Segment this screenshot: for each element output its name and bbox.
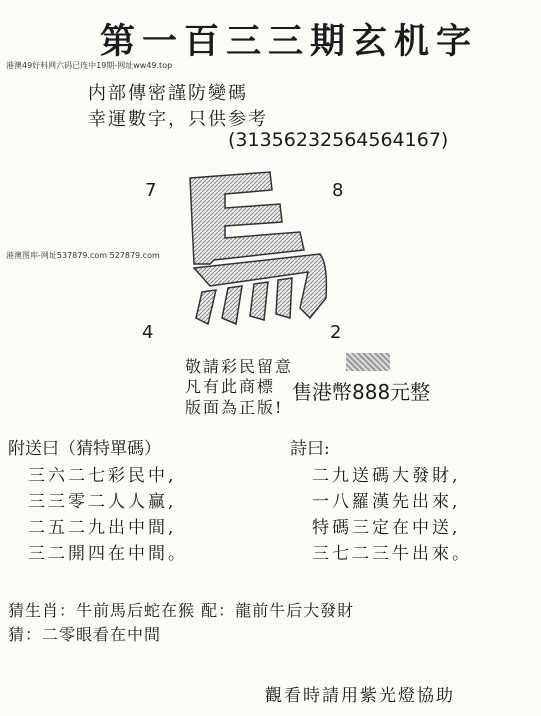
corner-number-top-right: 8 [332,180,344,201]
poem-line: 特碼三定在中送, [312,518,461,538]
notice-line-1: 敬請彩民留意 [185,357,294,376]
trademark-stamp [346,353,390,371]
footer-note: 觀看時請用紫光燈協助 [265,686,455,706]
gift-heading: 附送曰（猜特單碼） [8,439,161,459]
poem-line: 一八羅漢先出來, [312,492,461,512]
guess-number-line: 猜：二零眼看在中間 [8,625,162,644]
watermark-mid: 港澳图库-网址537879.com 527879.com [6,251,160,260]
corner-number-bottom-left: 4 [142,322,154,343]
lucky-numbers: (3135623256456416​7) [228,129,449,151]
poem-heading: 詩曰: [290,439,330,459]
corner-number-bottom-right: 2 [330,322,342,343]
gift-line: 二五二九出中間, [28,518,177,538]
price-text: 售港幣888元整 [292,380,431,404]
guess-zodiac-line: 猜生肖：牛前馬后蛇在猴 配：龍前牛后大發財 [8,601,355,620]
corner-number-top-left: 7 [145,180,157,201]
watermark-top: 港澳49好料网六码已连中19期-网址ww49.top [6,61,173,70]
intro-line-1: 内部傳密謹防變碼 [88,83,248,104]
gift-line: 三二開四在中間。 [28,544,188,564]
intro-line-2: 幸運數字，只供参考 [88,109,268,130]
horse-character-emblem [150,168,340,338]
page-title: 第一百三三期玄机字 [100,21,479,62]
poem-line: 二九送碼大發財, [312,466,461,486]
gift-line: 三六二七彩民中, [28,466,177,486]
notice-line-3: 版面為正版! [185,398,284,417]
gift-line: 三三零二人人赢, [28,492,177,512]
poem-line: 三七二三牛出來。 [312,544,472,564]
notice-line-2: 凡有此商標 [185,377,276,396]
